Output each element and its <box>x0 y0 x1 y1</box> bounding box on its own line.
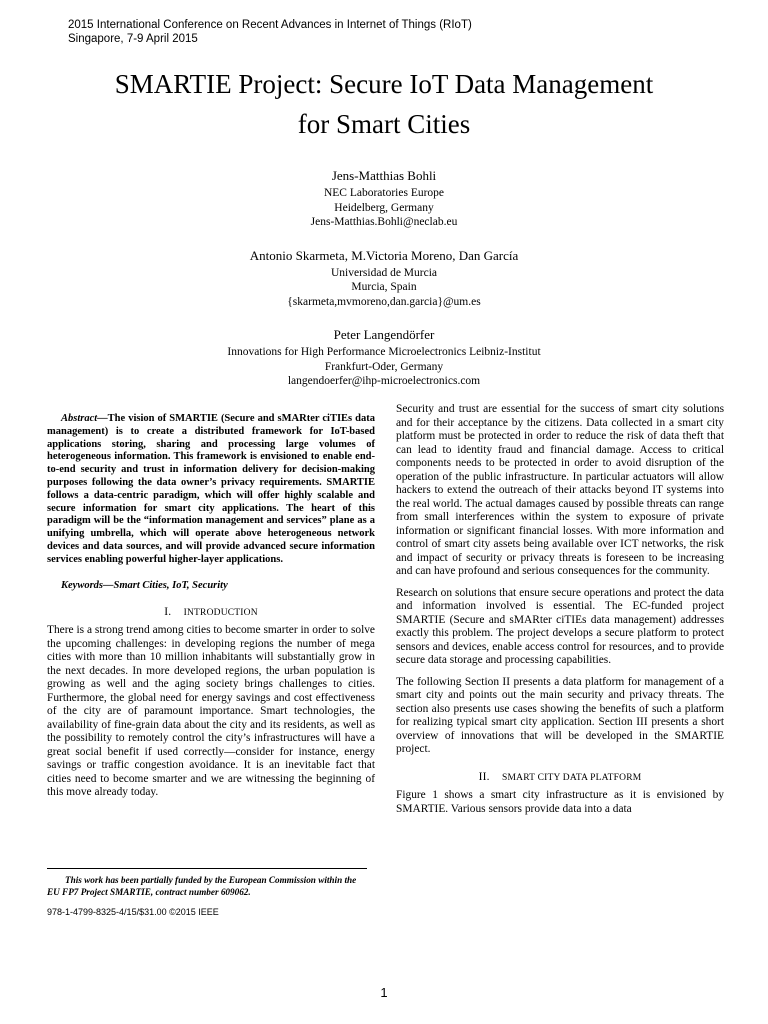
author-affiliation: Innovations for High Performance Microelectronics Leibniz-Institut <box>227 346 541 358</box>
section-title: SMART CITY DATA PLATFORM <box>502 772 642 783</box>
page-number: 1 <box>380 985 388 1000</box>
section-number: I. <box>164 605 172 618</box>
author-block <box>0 168 768 230</box>
paper-title <box>60 64 708 144</box>
author-list <box>0 168 768 407</box>
keywords: Keywords—Smart Cities, IoT, Security <box>61 579 228 591</box>
section-number: II. <box>478 770 490 783</box>
author-email: langendoerfer@ihp-microelectronics.com <box>287 375 481 387</box>
author-location: Frankfurt-Oder, Germany <box>324 360 444 373</box>
author-affiliation: NEC Laboratories Europe <box>323 187 445 199</box>
funding-footnote: This work has been partially funded by the European Commission within the EU FP7 Project SMARTIE, contract number 609062. <box>47 868 367 898</box>
paragraph-figure1: Figure 1 shows a smart city infrastructure as it is envisioned by SMARTIE. Various sensors provide data into a data <box>396 789 724 815</box>
abstract <box>47 413 375 567</box>
abstract-text: —The vision of SMARTIE (Secure and sMARter ciTIEs data management) is to create a distributed framework for IoT-based applications storing, sharing and processing large volumes of heterogeneous information. This framework is envisioned to enable end-to-end security and trust in information delivery for decision-making purposes following the data owner’s privacy requirements. SMARTIE follows a data-centric paradigm, which will offer highly scalable and secure information for smart city applications. The heart of this paradigm will be the “information management and services” plane as a unifying umbrella, which will operate above heterogeneous network devices and data sources, and will provide advanced secure information services enabling powerful higher-layer applications. <box>47 413 375 565</box>
right-column <box>396 403 724 824</box>
author-block <box>0 327 768 389</box>
author-name: Peter Langendörfer <box>333 327 435 342</box>
section-title: INTRODUCTION <box>183 607 258 618</box>
title-line-1: SMARTIE Project: Secure IoT Data Management <box>114 69 654 99</box>
author-location: Murcia, Spain <box>351 281 417 293</box>
conference-header <box>68 18 688 46</box>
author-name: Jens-Matthias Bohli <box>331 168 437 183</box>
author-affiliation: Universidad de Murcia <box>330 266 438 279</box>
author-block <box>0 248 768 310</box>
title-line-2: for Smart Cities <box>297 109 471 139</box>
section-heading <box>396 771 724 786</box>
conference-name: 2015 International Conference on Recent Advances in Internet of Things (RIoT) <box>68 19 472 31</box>
paragraph-research: Research on solutions that ensure secure operations and protect the data and information involved is essential. The EC-funded project SMARTIE (Secure and sMARter ciTIEs data management) addresses exactly this problem. The project develops a secure platform to protect sensors and devices, enable access control for resources, and to provide secure data storage and processing capabilities. <box>396 586 724 666</box>
conference-location: Singapore, 7-9 April 2015 <box>68 33 198 45</box>
author-name: Antonio Skarmeta, M.Victoria Moreno, Dan García <box>249 247 519 263</box>
paragraph-outline: The following Section II presents a data platform for management of a smart city and points out the main security and privacy threats. The section also presents use cases showing the benefits of such a platform for realizing typical smart city application. Section III presents a short overview of innovations that will be developed in the SMARTIE project. <box>396 675 724 755</box>
author-email: Jens-Matthias.Bohli@neclab.eu <box>310 216 458 228</box>
left-column <box>47 403 375 808</box>
author-location: Heidelberg, Germany <box>334 201 434 214</box>
abstract-label: Abstract <box>61 413 98 424</box>
paragraph-introduction: There is a strong trend among cities to become smarter in order to solve the upcoming challenges: in developing regions the number of mega cities with more than 10 million inhabitants will substantially grow in the next decades. In more developed regions, the urban population is growing as well and the aging society brings challenges to cities. Furthermore, the global need for energy savings and cost effectiveness of the city are of paramount importance. Smart technologies, the availability of fine-grain data about the city and its residents, as well as the possibility to remotely control the city’s infrastructures will have a great social benefit if used correctly—consider for instance, energy savings or traffic congestion avoidance. It is an inevitable fact that cities need to become smarter and we are witnessing the beginning of this move already today. <box>47 624 375 799</box>
author-email: {skarmeta,mvmoreno,dan.garcia}@um.es <box>287 295 481 308</box>
paragraph-security: Security and trust are essential for the success of smart city solutions and for their acceptance by the citizens. Data collected in a smart city platform must be protected in order to reduce the risk of data theft that can lead to identity fraud and financial damage. Access to critical components needs to be protected in order to avoid disruption of the operation of the public infrastructure. In particular actuators will allow hackers to extend the outreach of their attacks beyond IT systems into the real world. The actual damages caused by possible threats can range from small interferences within the system to exposure of private information or significant financial losses. With more information and control of smart city assets being available over ICT networks, the risk and impact of security or privacy threats is foreseen to be increasing and can have profound and serious consequences for the community. <box>396 403 724 577</box>
section-heading <box>47 606 375 621</box>
isbn-copyright: 978-1-4799-8325-4/15/$31.00 ©2015 IEEE <box>47 907 219 917</box>
